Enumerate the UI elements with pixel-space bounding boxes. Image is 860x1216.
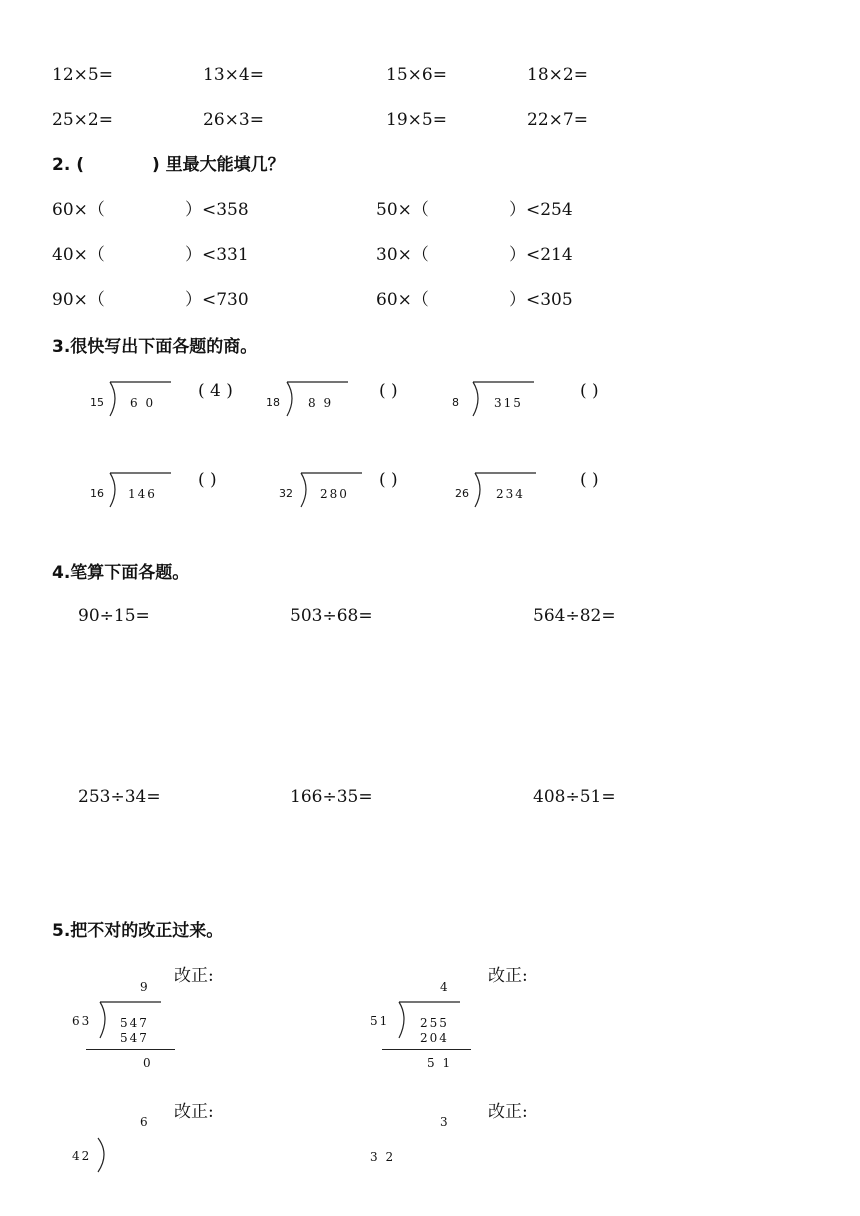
math-problem: 26×3=	[203, 110, 264, 130]
fill-blank-left: 50×（	[376, 200, 429, 220]
dividend: 6 0	[130, 396, 156, 410]
answer-blank: ( )	[379, 381, 398, 401]
answer-blank: ( )	[198, 470, 217, 490]
dividend: 234	[496, 487, 525, 501]
fill-blank-right: ）<214	[509, 245, 573, 265]
math-problem: 13×4=	[203, 65, 264, 85]
math-problem: 15×6=	[386, 65, 447, 85]
dividend: 146	[128, 487, 157, 501]
answer-blank: ( 4 )	[198, 381, 233, 401]
division-problem: 90÷15=	[78, 606, 150, 626]
division-problem: 166÷35=	[290, 787, 373, 807]
math-problem: 25×2=	[52, 110, 113, 130]
section-title: 3.很快写出下面各题的商。	[52, 337, 258, 357]
divisor: 51	[370, 1014, 390, 1028]
fill-blank-right: ）<358	[185, 200, 249, 220]
divisor: 26	[455, 487, 469, 500]
correction-label: 改正:	[174, 1102, 214, 1122]
remainder: 0	[143, 1056, 153, 1070]
correction-label: 改正:	[488, 1102, 528, 1122]
math-problem: 22×7=	[527, 110, 588, 130]
math-problem: 12×5=	[52, 65, 113, 85]
fill-blank-left: 60×（	[376, 290, 429, 310]
quotient: 3	[440, 1115, 450, 1129]
fill-blank-right: ）<254	[509, 200, 573, 220]
divisor: 63	[72, 1014, 92, 1028]
divisor: 15	[90, 396, 104, 409]
section-title: 2. ( ) 里最大能填几？	[52, 155, 285, 175]
correction-label: 改正:	[174, 966, 214, 986]
division-problem: 253÷34=	[78, 787, 161, 807]
math-problem: 19×5=	[386, 110, 447, 130]
section-title: 5.把不对的改正过来。	[52, 921, 224, 941]
division-problem: 564÷82=	[533, 606, 616, 626]
math-problem: 18×2=	[527, 65, 588, 85]
correction-label: 改正:	[488, 966, 528, 986]
product: 547	[120, 1031, 149, 1045]
fill-blank-left: 30×（	[376, 245, 429, 265]
remainder: 5 1	[427, 1056, 453, 1070]
fill-blank-left: 40×（	[52, 245, 105, 265]
divisor: 8	[452, 396, 459, 409]
fill-blank-right: ）<305	[509, 290, 573, 310]
answer-blank: ( )	[580, 381, 599, 401]
divisor: 18	[266, 396, 280, 409]
quotient: 9	[140, 980, 150, 994]
dividend: 547	[120, 1016, 149, 1030]
quotient: 4	[440, 980, 450, 994]
subtraction-line	[86, 1049, 175, 1050]
product: 204	[420, 1031, 449, 1045]
division-problem: 503÷68=	[290, 606, 373, 626]
division-bracket	[96, 1136, 116, 1176]
answer-blank: ( )	[580, 470, 599, 490]
dividend: 255	[420, 1016, 449, 1030]
divisor: 3 2	[370, 1150, 396, 1164]
section-title: 4.笔算下面各题。	[52, 563, 190, 583]
fill-blank-right: ）<331	[185, 245, 249, 265]
divisor: 16	[90, 487, 104, 500]
subtraction-line	[382, 1049, 471, 1050]
fill-blank-left: 90×（	[52, 290, 105, 310]
dividend: 280	[320, 487, 349, 501]
fill-blank-right: ）<730	[185, 290, 249, 310]
dividend: 315	[494, 396, 523, 410]
dividend: 8 9	[308, 396, 334, 410]
fill-blank-left: 60×（	[52, 200, 105, 220]
quotient: 6	[140, 1115, 150, 1129]
divisor: 42	[72, 1149, 92, 1163]
divisor: 32	[279, 487, 293, 500]
division-problem: 408÷51=	[533, 787, 616, 807]
answer-blank: ( )	[379, 470, 398, 490]
